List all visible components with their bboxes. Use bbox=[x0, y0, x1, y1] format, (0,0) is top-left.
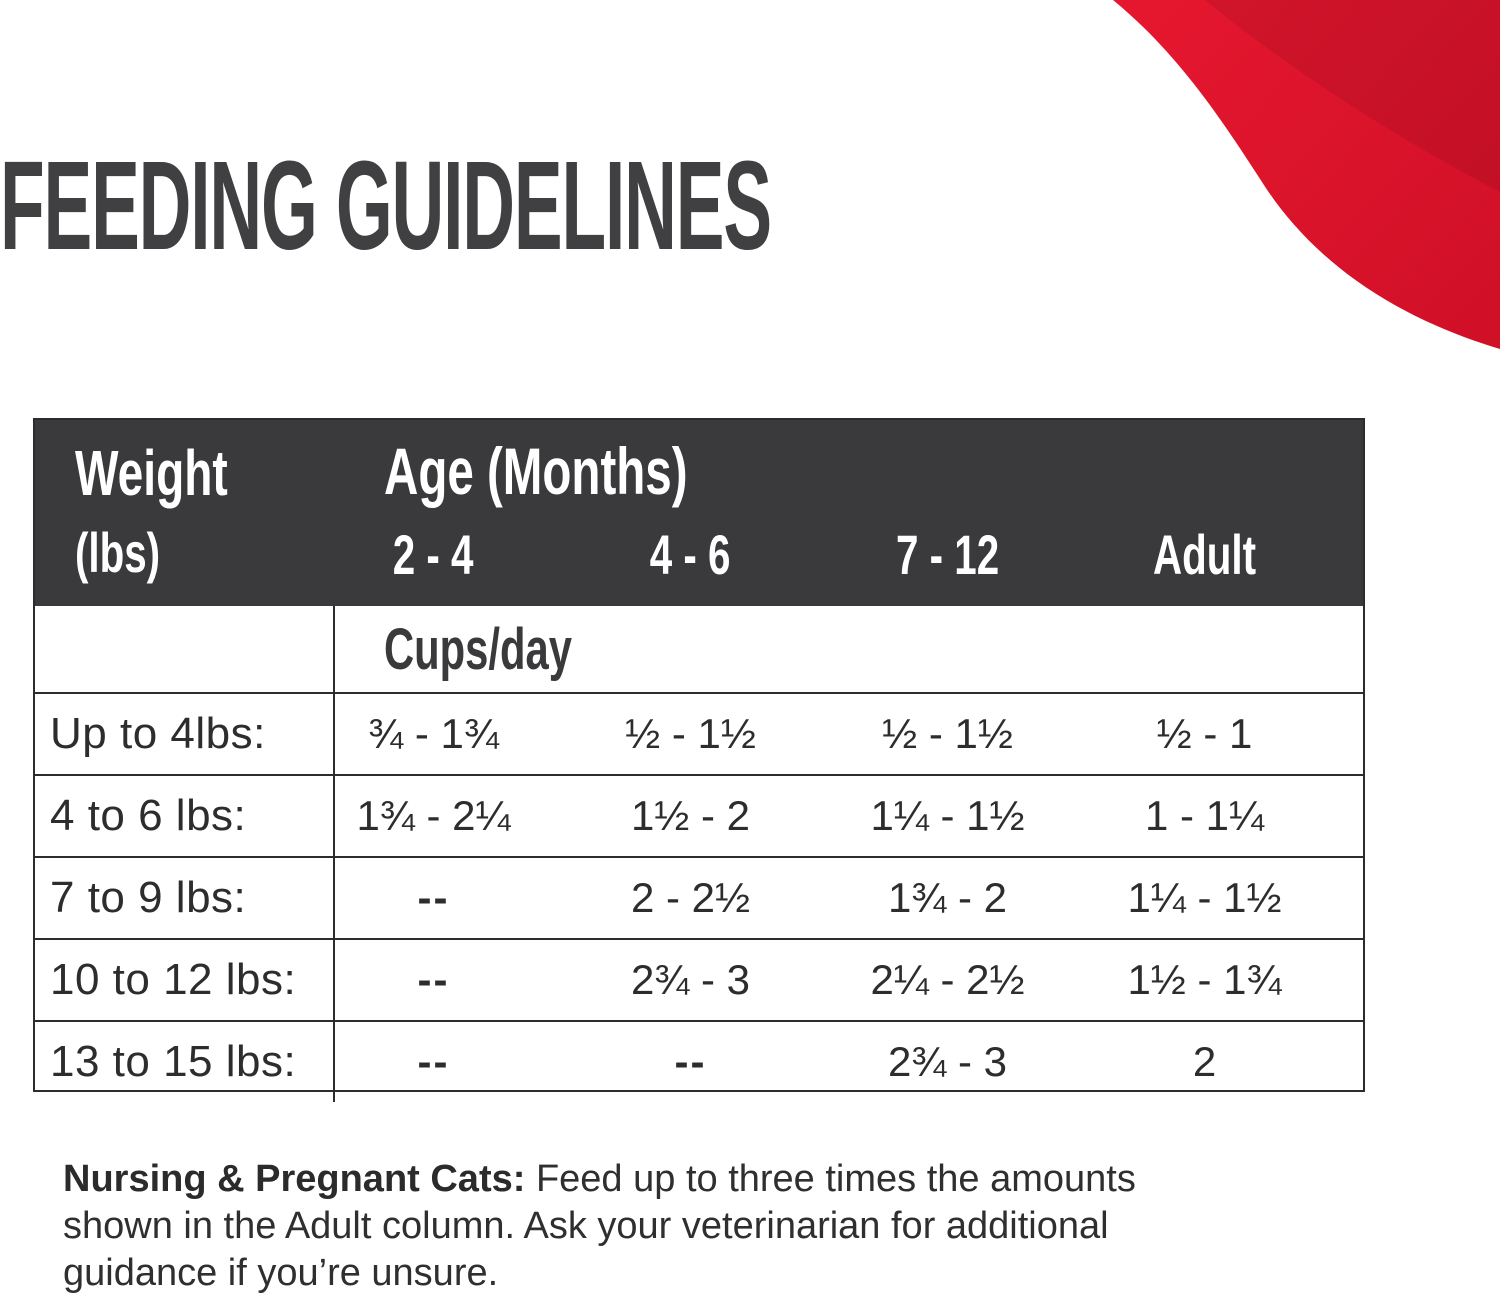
feeding-table bbox=[33, 418, 1365, 1092]
page-title-text: FEEDING GUIDELINES bbox=[0, 135, 771, 276]
value-cell bbox=[849, 694, 1106, 774]
table-row bbox=[35, 776, 1363, 858]
table-row bbox=[35, 940, 1363, 1022]
value-cell bbox=[592, 694, 849, 774]
nursing-note-lead: Nursing & Pregnant Cats: bbox=[63, 1158, 526, 1200]
weight-cell: 10 to 12 lbs: bbox=[35, 940, 335, 1020]
col-header-7-12: 7 - 12 bbox=[895, 523, 1000, 586]
nursing-note-line2: shown in the Adult column. Ask your veterinarian for additional bbox=[63, 1205, 1109, 1247]
value-text: 1¼ - 1½ bbox=[870, 792, 1025, 839]
value-text: 1½ - 2 bbox=[630, 792, 751, 839]
value-text: -- bbox=[674, 1038, 707, 1085]
value-cell bbox=[335, 1022, 592, 1102]
table-row bbox=[35, 694, 1363, 776]
weight-cell: 4 to 6 lbs: bbox=[35, 776, 335, 856]
units-label: Cups/day bbox=[384, 616, 572, 682]
units-row-spacer bbox=[35, 606, 335, 692]
value-cell bbox=[1106, 858, 1363, 938]
value-cell bbox=[335, 776, 592, 856]
value-text: ½ - 1 bbox=[1156, 710, 1253, 757]
value-text: 1 - 1¼ bbox=[1144, 792, 1265, 839]
weight-cell: 13 to 15 lbs: bbox=[35, 1022, 335, 1102]
value-text: ½ - 1½ bbox=[882, 710, 1013, 757]
value-cell bbox=[1106, 694, 1363, 774]
nursing-note-line3: guidance if you’re unsure. bbox=[63, 1252, 499, 1294]
table-row bbox=[35, 858, 1363, 940]
value-text: 1¼ - 1½ bbox=[1127, 874, 1282, 921]
table-row bbox=[35, 1022, 1363, 1102]
units-row bbox=[35, 606, 1363, 694]
value-cell bbox=[849, 776, 1106, 856]
value-text: 1½ - 1¾ bbox=[1127, 956, 1282, 1003]
value-text: -- bbox=[417, 874, 450, 921]
value-text: 2¾ - 3 bbox=[630, 956, 751, 1003]
age-column-headers bbox=[35, 522, 1363, 587]
value-cell bbox=[1106, 940, 1363, 1020]
value-cell bbox=[335, 858, 592, 938]
value-text: -- bbox=[417, 1038, 450, 1085]
value-cell bbox=[592, 1022, 849, 1102]
col-header-weight-unit: (lbs) bbox=[75, 521, 161, 584]
col-header-adult: Adult bbox=[1152, 523, 1257, 586]
value-text: ¾ - 1¾ bbox=[368, 710, 499, 757]
value-cell bbox=[849, 858, 1106, 938]
weight-cell: Up to 4lbs: bbox=[35, 694, 335, 774]
value-text: ½ - 1½ bbox=[625, 710, 756, 757]
page-title bbox=[0, 135, 1329, 276]
col-header-weight: Weight bbox=[75, 437, 228, 509]
value-text: 2 bbox=[1192, 1038, 1217, 1085]
col-header-2-4: 2 - 4 bbox=[393, 523, 474, 586]
weight-cell: 7 to 9 lbs: bbox=[35, 858, 335, 938]
value-text: 1¾ - 2 bbox=[887, 874, 1008, 921]
value-cell bbox=[592, 776, 849, 856]
table-header bbox=[35, 420, 1363, 606]
value-cell bbox=[1106, 776, 1363, 856]
nursing-note bbox=[63, 1156, 1443, 1297]
value-cell bbox=[849, 1022, 1106, 1102]
value-cell bbox=[1106, 1022, 1363, 1102]
value-text: 1¾ - 2¼ bbox=[356, 792, 511, 839]
value-cell bbox=[335, 940, 592, 1020]
value-cell bbox=[335, 694, 592, 774]
value-cell bbox=[592, 858, 849, 938]
col-header-4-6: 4 - 6 bbox=[650, 523, 731, 586]
value-text: 2 - 2½ bbox=[630, 874, 751, 921]
nursing-note-line1: Feed up to three times the amounts bbox=[535, 1158, 1136, 1200]
value-cell bbox=[592, 940, 849, 1020]
value-text: 2¼ - 2½ bbox=[870, 956, 1025, 1003]
value-text: -- bbox=[417, 956, 450, 1003]
col-header-age-group: Age (Months) bbox=[384, 434, 688, 508]
value-cell bbox=[849, 940, 1106, 1020]
value-text: 2¾ - 3 bbox=[887, 1038, 1008, 1085]
